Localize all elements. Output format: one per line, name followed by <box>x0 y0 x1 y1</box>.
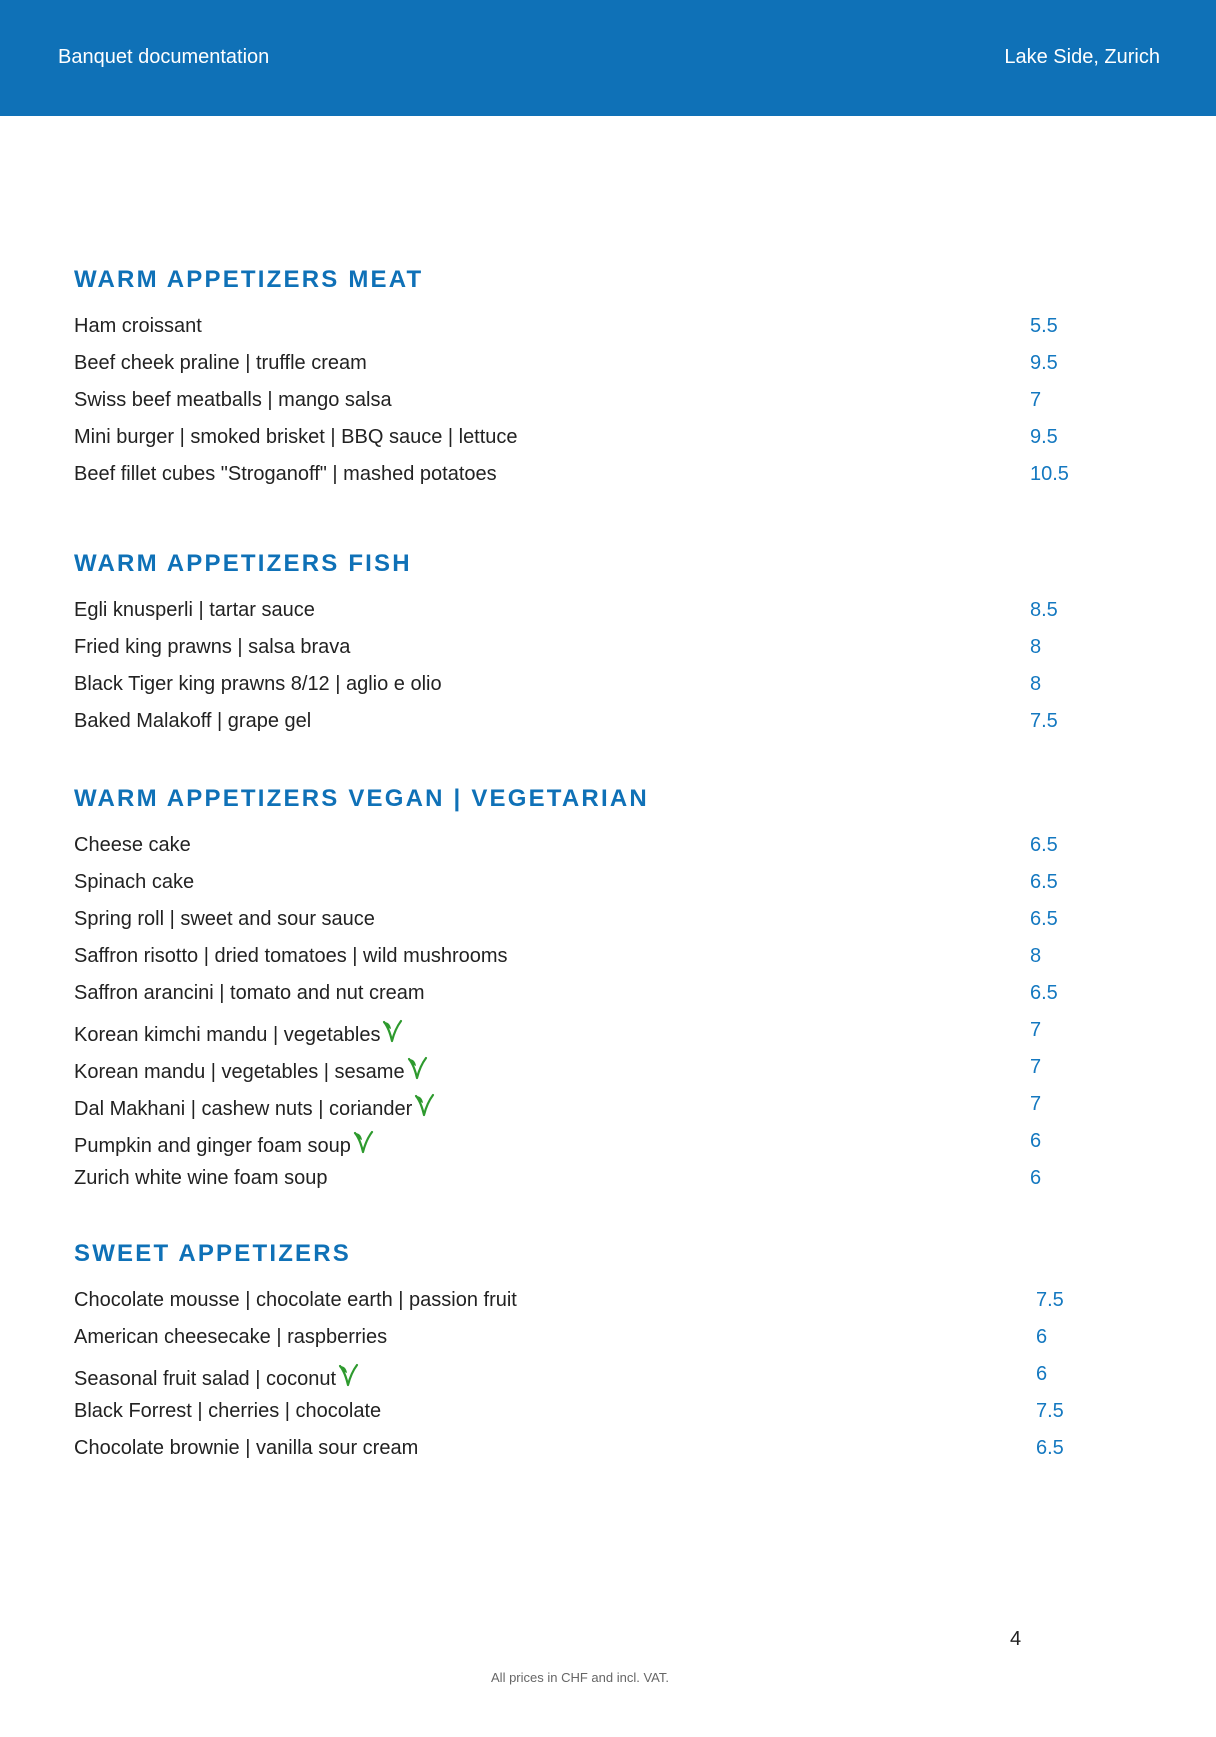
menu-item-price: 7.5 <box>1030 710 1058 732</box>
menu-item-name: American cheesecake | raspberries <box>74 1326 388 1348</box>
menu-item-price: 7.5 <box>1036 1400 1064 1422</box>
menu-item-name: Beef fillet cubes "Stroganoff" | mashed potatoes <box>74 463 497 485</box>
vegan-leaf-icon <box>352 1130 374 1154</box>
menu-item-name: Beef cheek praline | truffle cream <box>74 352 367 374</box>
menu-item-name: Spring roll | sweet and sour sauce <box>74 908 375 930</box>
document-title: Banquet documentation <box>58 46 270 68</box>
menu-item-price: 7 <box>1030 389 1042 411</box>
menu-item-name: Baked Malakoff | grape gel <box>74 710 312 732</box>
menu-item-name: Egli knusperli | tartar sauce <box>74 599 315 621</box>
section-title-vegan-vegetarian: WARM APPETIZERS VEGAN | VEGETARIAN <box>74 785 649 812</box>
menu-item-name: Fried king prawns | salsa brava <box>74 636 351 658</box>
section-title-meat: WARM APPETIZERS MEAT <box>74 266 424 293</box>
menu-item-price: 6.5 <box>1036 1437 1064 1459</box>
menu-item-name: Seasonal fruit salad | coconut <box>74 1363 359 1391</box>
menu-item-price: 8 <box>1030 636 1042 658</box>
menu-item-price: 6 <box>1030 1130 1042 1152</box>
menu-item-price: 7 <box>1030 1093 1042 1115</box>
menu-item-name: Cheese cake <box>74 834 191 856</box>
menu-item-price: 6.5 <box>1030 982 1058 1004</box>
menu-item-price: 6.5 <box>1030 871 1058 893</box>
menu-item-price: 6.5 <box>1030 908 1058 930</box>
menu-item-price: 6.5 <box>1030 834 1058 856</box>
menu-item-price: 5.5 <box>1030 315 1058 337</box>
menu-item-price: 8 <box>1030 945 1042 967</box>
menu-item-price: 7.5 <box>1036 1289 1064 1311</box>
section-title-sweet: SWEET APPETIZERS <box>74 1240 352 1267</box>
menu-item-name: Saffron risotto | dried tomatoes | wild mushrooms <box>74 945 508 967</box>
menu-item-name: Korean kimchi mandu | vegetables <box>74 1019 403 1047</box>
menu-item-price: 9.5 <box>1030 352 1058 374</box>
vegan-leaf-icon <box>381 1019 403 1043</box>
vegan-leaf-icon <box>413 1093 435 1117</box>
menu-item-price: 10.5 <box>1030 463 1069 485</box>
menu-item-name: Ham croissant <box>74 315 202 337</box>
vegan-leaf-icon <box>406 1056 428 1080</box>
menu-item-price: 8 <box>1030 673 1042 695</box>
menu-item-name: Saffron arancini | tomato and nut cream <box>74 982 425 1004</box>
menu-item-price: 6 <box>1036 1326 1048 1348</box>
menu-item-name: Black Tiger king prawns 8/12 | aglio e olio <box>74 673 442 695</box>
menu-item-name: Mini burger | smoked brisket | BBQ sauce | lettuce <box>74 426 518 448</box>
menu-item-price: 6 <box>1030 1167 1042 1189</box>
location-label: Lake Side, Zurich <box>1004 46 1160 68</box>
section-title-fish: WARM APPETIZERS FISH <box>74 550 412 577</box>
vegan-leaf-icon <box>337 1363 359 1387</box>
menu-item-price: 6 <box>1036 1363 1048 1385</box>
menu-item-name: Chocolate brownie | vanilla sour cream <box>74 1437 419 1459</box>
menu-item-name: Chocolate mousse | chocolate earth | passion fruit <box>74 1289 517 1311</box>
page-header <box>0 0 1216 116</box>
menu-item-name: Black Forrest | cherries | chocolate <box>74 1400 382 1422</box>
menu-item-name: Pumpkin and ginger foam soup <box>74 1130 374 1158</box>
menu-item-price: 7 <box>1030 1019 1042 1041</box>
menu-item-price: 9.5 <box>1030 426 1058 448</box>
menu-item-name: Zurich white wine foam soup <box>74 1167 328 1189</box>
footer-note: All prices in CHF and incl. VAT. <box>491 1670 669 1685</box>
menu-item-price: 8.5 <box>1030 599 1058 621</box>
menu-item-name: Dal Makhani | cashew nuts | coriander <box>74 1093 435 1121</box>
menu-item-price: 7 <box>1030 1056 1042 1078</box>
page-number: 4 <box>1010 1628 1022 1650</box>
menu-item-name: Spinach cake <box>74 871 195 893</box>
menu-item-name: Korean mandu | vegetables | sesame <box>74 1056 428 1084</box>
menu-item-name: Swiss beef meatballs | mango salsa <box>74 389 392 411</box>
